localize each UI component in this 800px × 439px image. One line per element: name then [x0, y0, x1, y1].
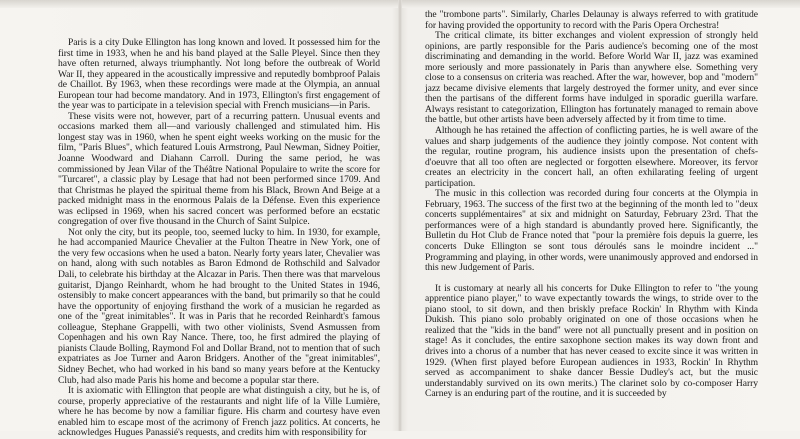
- right-paragraph-4: The music in this collection was recorded during four concerts at the Olympia in February, 1963. The success of the first two at the beginning of the month led to "deux concerts supplémentaires" at six and midnight on Saturday, February 23rd. That the performances were of a high standard is abundantly proved here. Significantly, the Bulletin du Hot Club de France noted that "pour la première fois depuis la guerre, les concerts Duke Ellington se sont tous déroulés sans le moindre incident ..." Programming and playing, in other words, were unanimously approved and endorsed in this new Judgement of Paris.: [425, 188, 758, 274]
- left-paragraph-3: Not only the city, but its people, too, seemed lucky to him. In 1930, for example, he had accompanied Maurice Chevalier at the Fulton Theatre in New York, one of the very few occasions when he used a baton. Nearly forty years later, Chevalier was on hand, along with such notables as Baron Edmond de Rothschild and Salvador Dali, to celebrate his birthday at the Alcazar in Paris. Then there was that marvelous guitarist, Django Reinhardt, whom he had brought to the United States in 1946, ostensibly to make concert appearances with the band, but primarily so that he could have the opportunity of enjoying firsthand the work of a musician he regarded as one of the "great inimitables". It was in Paris that he recorded Reinhardt's famous colleague, Stephane Grappelli, with two other violinists, Svend Asmussen from Copenhagen and his own Ray Nance. There, too, he first admired the playing of pianists Claude Bolling, Raymond Fol and Dollar Brand, not to mention that of such expatriates as Joe Turner and Aaron Bridgers. Another of the "great inimitables", Sidney Bechet, who had worked in his band so many years before at the Kentucky Club, had also made Paris his home and become a popular star there.: [58, 226, 380, 386]
- right-paragraph-3: Although he has retained the affection of conflicting parties, he is well aware of the values and sharp judgements of the audience they jointly compose. Not content with the regular, routine program, his audience insists upon the presentation of chefs-d'oeuvre that all too often are neglected or forgotten elsewhere. Moreover, its fervor creates an electricity in the concert hall, an often exhilarating feeling of urgent participation.: [425, 125, 758, 189]
- right-paragraph-1: the "trombone parts". Similarly, Charles Delaunay is always referred to with gratitude for having provided the opportunity to record with the Paris Opera Orchestra!: [425, 9, 758, 31]
- right-page: [425, 10, 758, 400]
- center-fold: [398, 0, 402, 431]
- left-paragraph-1: Paris is a city Duke Ellington has long known and loved. It possessed him for the first time in 1933, when he and his band played at the Salle Pleyel. Since then they have often returned, always triumphantly. Not long before the outbreak of World War II, they appeared in the acoustically impressive and reputedly bombproof Palais de Chaillot. By 1963, when these recordings were made at the Olympia, an annual European tour had become mandatory. And in 1973, Ellington's first engagement of the year was to participate in a television special with French musicians—in Paris.: [58, 37, 380, 112]
- left-page: [58, 38, 380, 439]
- left-paragraph-4: It is axiomatic with Ellington that people are what distinguish a city, but he is, of course, properly appreciative of the restaurants and night life of la Ville Lumière, where he has become by now a familiar figure. His charm and courtesy have even enabled him to escape most of the acrimony of French jazz politics. At concerts, he acknowledges Hugues Panassié's requests, and credits him with responsibility for: [58, 385, 380, 439]
- right-paragraph-5: It is customary at nearly all his concerts for Duke Ellington to refer to "the young apprentice piano player," to wave expectantly towards the wings, to stride over to the piano stool, to sit down, and then briskly preface Rockin' In Rhythm with Kinda Dukish. This piano solo probably originated on one of those occasions when he realized that the "kids in the band" were not all punctually present and in position on stage! As it concludes, the entire saxophone section makes its way down front and drives into a chorus of a number that has never ceased to excite since it was written in 1929. (When first played before European audiences in 1933, Rockin' In Rhythm served as accompaniment to shake dancer Bessie Dudley's act, but the music understandably survived on its own merits.) The clarinet solo by co-composer Harry Carney is an enduring part of the routine, and it is succeeded by: [425, 282, 758, 400]
- right-paragraph-2: The critical climate, its bitter exchanges and violent expression of strongly held opinions, are partly responsible for the Paris audience's becoming one of the most discriminating and demanding in the world. Before World War II, jazz was examined more seriously and more passionately in Paris than anywhere else. Something very close to a consensus on criteria was reached. After the war, however, bop and "modern" jazz became divisive elements that largely destroyed the former unity, and ever since then the partisans of the different forms have indulged in sporadic guerilla warfare. Always resistant to categorization, Ellington has fortunately managed to remain above the battle, but other artists have been adversely affected by it from time to time.: [425, 30, 758, 126]
- left-paragraph-2: These visits were not, however, part of a recurring pattern. Unusual events and occasions marked them all—and variously challenged and stimulated him. His longest stay was in 1960, when he spent eight weeks working on the music for the film, "Paris Blues", which featured Louis Armstrong, Paul Newman, Sidney Poitier, Joanne Woodward and Diahann Carroll. During the same period, he was commissioned by Jean Vilar of the Théâtre National Populaire to write the score for "Turcaret", a classic play by Lesage that had not been performed since 1709. And that Christmas he played the spiritual theme from his Black, Brown And Beige at a packed midnight mass in the enormous Palais de la Défense. Even this experience was eclipsed in 1969, when his sacred concert was performed before an ecstatic congregation of over five thousand in the Church of Saint Sulpice.: [58, 110, 380, 228]
